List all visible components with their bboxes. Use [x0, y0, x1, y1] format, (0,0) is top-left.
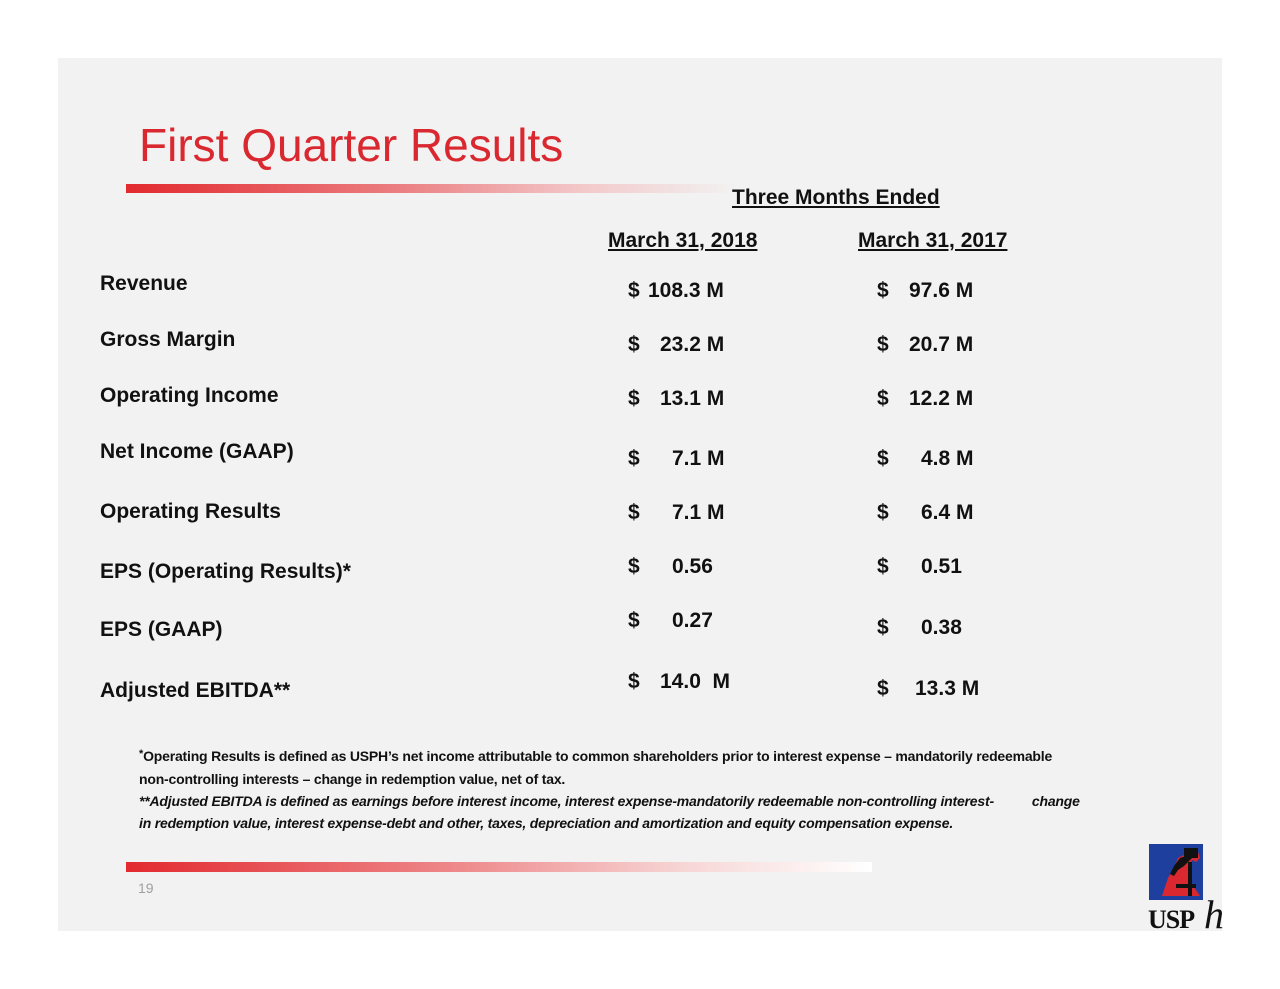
svg-text:USP: USP [1148, 905, 1195, 930]
period-header: Three Months Ended [732, 186, 940, 209]
svg-text:h: h [1204, 892, 1224, 930]
usph-logo [1148, 844, 1224, 930]
footnote-operating-results-cont: non-controlling interests – change in redemption value, net of tax. [139, 771, 566, 787]
column-header-2017: March 31, 2017 [858, 229, 1008, 252]
footnote-adjusted-ebitda: **Adjusted EBITDA is defined as earnings before interest income, interest expense-mandatorily redeemable non-controlling interest- change [139, 793, 1080, 809]
page-number: 19 [138, 880, 154, 896]
column-header-2018: March 31, 2018 [608, 229, 758, 252]
row-label-net-income: Net Income (GAAP) [100, 440, 294, 463]
row-label-gross-margin: Gross Margin [100, 328, 236, 351]
footnote-operating-results: *Operating Results is defined as USPH’s net income attributable to common shareholders prior to interest expense – mandatorily redeemable [139, 748, 1053, 764]
footnote-adjusted-ebitda-cont: in redemption value, interest expense-debt and other, taxes, depreciation and amortization and equity compensation expense. [139, 815, 954, 831]
row-label-operating-results: Operating Results [100, 500, 281, 523]
row-label-operating-income: Operating Income [100, 384, 279, 407]
slide-title: First Quarter Results [139, 119, 564, 171]
title-accent-bar [126, 184, 736, 193]
row-label-revenue: Revenue [100, 272, 188, 295]
row-label-eps-gaap: EPS (GAAP) [100, 618, 223, 641]
row-label-adjusted-ebitda: Adjusted EBITDA** [100, 679, 291, 702]
row-label-eps-operating: EPS (Operating Results)* [100, 560, 351, 583]
bottom-accent-bar [126, 862, 872, 872]
